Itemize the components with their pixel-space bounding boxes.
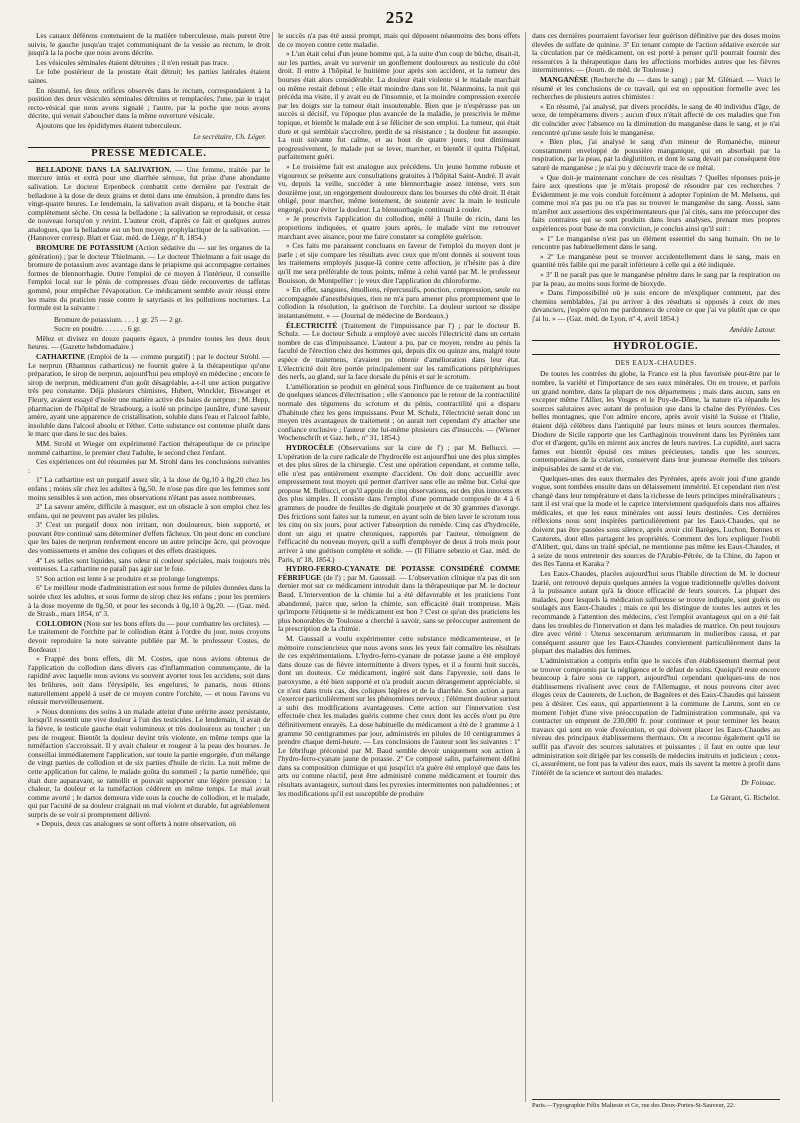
paragraph: De toutes les contrées du globe, la France est la plus favorisée peut-être par le nombre, la variété et l'importance de ses eaux minérales. On en trouve, et parfois un grand nombre, dans la plupart de nos départemens ; mais dans aucun, sans en excepter même l'Allier, les Vosges et le Puy-de-Dôme, la nature n'a répandu les sources salutaires avec autant de profusion que dans la chaîne des Pyrénées. Ces belles montagnes, que l'on admire encore, après avoir visité la Suisse et l'Italie, étaient déjà célèbres dans l'antiquité par leurs mines et leurs sources thermales. Diodore de Sicile rapporte que les Carthaginois trouvèrent dans les Pyrénées tant d'or et d'argent, qu'ils en mirent aux ancres de leurs navires. La cupidité, auri sacra fames eut bientôt épuisé ces mines précieuses, tandis que les sources, contemporaines de la création, conservent dans leur jeunesse éternelle des trésors inépuisables de santé et de vie. — [532, 369, 780, 473]
column-rule — [525, 32, 526, 1102]
paragraph: MM. Strohl et Wieger ont expérimenté l'action thérapeutique de ce principe nommé cathartine, le premier chez l'adulte, le second chez l'enfant. — [28, 438, 270, 457]
paragraph: Les canaux déférens contenaient de la matière tuberculeuse, mais purent être suivis, le gauche jusqu'au trajet communiquant de la vessie au rectum, le droit jusqu'à la la poche que nous avons décrite. — [28, 32, 270, 58]
signature: Amédée Latour. — [729, 324, 776, 334]
paragraph: Ajoutons que les épididymes étaient tuberculeux. — [36, 120, 182, 130]
article-heading: HYDRO-FERRO-CYANATE DE POTASSE CONSIDÉRÉ COMME FÉBRIFUGE — [278, 564, 520, 582]
article-hydro-ferro-cyanate — [278, 565, 520, 634]
paragraph: » 3º Il ne paraît pas que le manganèse pénètre dans le sang par la respiration ou par la peau, au moins sous forme de bioxyde. — [532, 270, 780, 288]
paragraph: Le lobe postérieur de la prostate était détruit; les parties latérales étaient saines. — [28, 67, 270, 85]
article-hydrocele — [278, 444, 520, 564]
column-1 — [28, 32, 270, 1092]
paragraph: Quelques-unes des eaux thermales des Pyrénées, après avoir joui d'une grande vogue, sont tombées ensuite dans un délaissement immérité. Et cependant rien n'est changé dans leur température et dans la richesse de leurs principes minéralisateurs ; tant il est vrai que la mode et le caprice interviennent quelquefois dans nos affaires médicales, et que les eaux minérales ont aussi leurs destinées. Ces dernières réflexions nous sont inspirées particulièrement par les Eaux-Chaudes, qui ne doivent pas être passées sous silence, après avoir cité Barèges, Luchon, Bonnes et Cauterets, dont elles partagent les propriétés. Comment des lors expliquer l'oubli d'Alibert, qui, dans un traité spécial, ne mentionne pas même les Eaux-Chaudes, et à seize de nous entretenir des sources de l'Arabie-Pétrée, de la Chine, du Japon et des îles Tanna et Karaka ? — [532, 473, 780, 569]
paragraph: « En résumé, j'ai analysé, par divers procédés, le sang de 40 individus d'âge, de sexe, de tempéramens divers ; aucun d'eux n'était affecté de ces maladies que l'on dit coïncider avec l'absence ou la diminution du manganèse dans le sang, et je n'ai rencontré qu'une seule fois le manganèse. — [532, 101, 780, 137]
paragraph: Les Eaux-Chaudes, placées aujourd'hui sous l'habile direction de M. le docteur Izarié, ont retrouvé depuis quelques années la vogue traditionnelle qu'elles doivent à la puissance autant qu'à la douce efficacité de leurs sources. La plupart des malades, pour lesquels la médication sulfureuse se trouve indiquée, sont guéris ou soulagés aux Eaux-Chaudes ; mais ce qui les distingue de toutes les autres et les recommande à l'attention des médecins, c'est l'emploi avantageux qui en a été fait dans les troubles de l'innervation et dans les maladies de matrice. On peut toujours dire avec vérité : Uterus sexcentarum ærumnarum in mulieribus causa, et par conséquent assurer que les Eaux-Chaudes conviennent particulièrement dans la plupart des maladies des femmes. — [532, 569, 780, 656]
paragraph: 2º La saveur amère, difficile à masquer, est un obstacle à son emploi chez les enfans, qui ne peuvent pas avaler les pilules. — [28, 502, 270, 520]
paragraph: 6º Le meilleur mode d'administration est sous forme de pilules données dans la soirée chez les adultes, et sous forme de sirop chez les enfans ; pour les premiers à la dose moyenne de 0g,50, et pour les seconds à 0g,10 à 0g,20. — (Gaz. méd. de Strasb., mars 1854, nº 3. — [28, 583, 270, 619]
paragraph: le succès n'a pas été aussi prompt, mais qui déposent néanmoins des bons effets de ce moyen contre cette maladie. — [278, 32, 520, 49]
paragraph: Les vésicules séminales étaient détruites ; il n'en restait pas trace. — [36, 57, 229, 67]
gerant-signature: Le Gérant, G. Richelot. — [710, 792, 780, 802]
paragraph: 3º C'est un purgatif doux non irritant, non douloureux, bien supporté, et pouvant être continué sans déterminer d'effets fâcheux. On peut donc en conclure que les baies de nerprun renferment encore un autre principe âcre, qui provoque des vomissemens et amène des coliques et des effets drastiques. — [28, 520, 270, 556]
paragraph: » Bien plus, j'ai analysé le sang d'un mineur de Romanèche, mineur constamment enveloppé de poussière manganique, qui en absorbait par la respiration, par la peau, par la déglutition, et dont le sang devait par conséquent être saturé de manganèse ; je n'ai pu y découvrir trace de ce métal. — [532, 137, 780, 172]
signature: Dr Foissac. — [741, 778, 776, 788]
paragraph: » L'un était celui d'un jeune homme qui, à la suite d'un coup de bûche, disait-il, sur les parties, avait vu survenir un gonflement douloureux au testicule du côté droit. Il entre à l'hôpital le huitième jour après son accident, et la tumeur des bourses était alors considérable. La douleur était violente si le malade marchait ou même restait debout ; elle était moindre dans son lit. Néanmoins, la nuit qui précéda ma visite, il y avait eu de l'insomnie, et la moindre compression exercée par les doigts sur la tumeur était insoutenable. Bien que je n'espérasse pas un succès si décisif, vu l'époque plus avancée de la maladie, je prescrivis le même topique, et bientôt le malade eut à se féliciter de son emploi. La tumeur, qui était dure et qui semblait s'accroître, perdit de sa résistance ; la douleur fut assoupie. La nuit suivante fut calme, et au bout de quatre jours, tout diminuant progressivement, le malade put se lever, marcher, et bientôt il quitta l'hôpital, parfaitement guéri. — [278, 49, 520, 162]
paragraph: En résumé, les deux orifices observés dans le rectum, correspondaient à la position des deux vésicules séminales détruites et remplacées, l'une, par le trajet recto-vésical que nous avons signalé ; l'autre, par la poche que nous avons décrite, qui venait s'aboucher dans la même ouverture vésicale. — [28, 85, 270, 121]
paragraph: dans ces dernières pourraient favoriser leur guérison définitive par des doses moins élevées de sulfate de quinine. 3º En tenant compte de l'action sédative exercée sur la circulation par ce médicament, on est porté à penser qu'il pourrait fournir des ressources à la thérapeutique dans les affections morbides autres que les fièvres intermittentes. — (Journ. de méd. de Toulouse.) — [532, 32, 780, 75]
column-2 — [278, 32, 520, 1092]
paragraph: » Je prescrivis l'application du collodion, mêlé à l'huile de ricin, dans les proportions indiquées, et quatre jours après, le malade vint me retrouver marchant avec aisance, pour me faire constater sa complète guérison. — [278, 214, 520, 241]
paragraph: L'administration a compris enfin que le succès d'un établissement thermal peut se trouver compromis par la négligence et le défaut de soins. Quoiqu'il reste encore beaucoup à faire sous ce rapport, aujourd'hui cependant quelques-uns de nos établissemens rivalisent avec ceux de l'Allemagne, et nous pouvons citer avec éloges ceux de Cauterets, de Luchon, de Bagnères et des Eaux-Chaudes qui laissent peu à désirer. Ces eaux, qui appartiennent à la commune de Laruns, sont en ce moment l'objet d'une vive préoccupation de l'administration communale, qui va contracter un emprunt de 230,000 fr. pour continuer et pour terminer les beaux travaux qui sont en voie d'exécution, et qui doivent placer les Eaux-Chaudes au niveau des principaux établissemens thermaux. On a reconnu également qu'il ne suffit pas d'avoir des sources salutaires et puissantes ; il faut en outre que leur administration soit dirigée par les conseils de médecins instruits et judicieux ; ceux-ci, assurément, ne font pas la valeur des eaux, mais ils savent la mettre à profit dans l'intérêt de la science et surtout des malades. — [532, 655, 780, 777]
paragraph: » Le troisième fait est analogue aux précédens. Un jeune homme robuste et vigoureux se présente aux consultations gratuites à l'hôpital Saint-André. Il avait vu, depuis la veille, succéder à une blennorrhagie assez intense, vers son douzième jour, un engorgement douloureux dans les bourses du côté droit. Il était obligé, pour marcher, même lentement, de soutenir avec la main le testicule engorgé, pour éviter la douleur. La blennorrhagie continuait à couler. — [278, 161, 520, 214]
paragraph: Mêlez et divisez en douze paquets égaux, à prendre toutes les deux deux heures. — (Gazette hebdomadaire.) — [28, 333, 270, 352]
column-rule — [272, 32, 273, 1102]
formula-line: Bromure de potassium. . . . 1 gr. 25 — 2 gr. — [54, 314, 183, 324]
article-cathartine — [28, 353, 270, 439]
paragraph: » Nous donnions des soins à un malade atteint d'une urétrite assez persistante, lorsqu'il ressentit une vive douleur à l'un des testicules. Le lendemain, il avait de la fièvre, le testicule gauche était volumineux et très douloureux au toucher ; un peu de rougeur. Bientôt la douleur devint très violente, en même temps que la tuméfaction s'accroissait. Il y avait chaleur et rougeur à la peau des bourses. Je conseillai immédiatement l'application, sur toute la partie engorgée, d'un mélange de vingt parties de collodion et de six parties d'huile de ricin. La nuit même de cette application fut calme, le malade goûta du sommeil ; la partie tuméfiée, qui était dure auparavant, se ramollit et pouvait supporter une légère pression : la chaleur, la douleur et la tuméfaction cédèrent en même temps. Le mal avait comme avorté ; le dartos demeura vide sous la couche de collodion, et le malade, qui par l'acuité de sa douleur craignait un mal violent et durable, fut agréablement surpris de se voir si promptement délivré. — [28, 706, 270, 819]
paragraph: » En effet, sangsues, émolliens, répercussifs, ponction, compression, seule ou accompagnée d'anesthésiques, rien ne m'a paru amener plus promptement que le collodion la résolution, la guérison de l'orchite. La douleur surtout se dissipe instantanément. » — (Journal de médecine de Bordeaux.) — [278, 285, 520, 320]
article-heading: HYDROCÈLE — [286, 442, 334, 452]
article-body: (de l') ; par M. Gaussail. — L'observation clinique n'a pas dit son dernier mot sur ce médicament introduit dans la thérapeutique par M. le docteur Baud. L'intervention de la chimie lui a été défavorable et les praticiens l'ont abandonné, parce que, selon la chimie, son efficacité était trompeuse. Mais qu'importe l'étiquette si le médicament est bon ? C'est ce qu'un des praticiens les plus honorables de Toulouse a cherché à savoir, sans se préoccuper autrement de la prescription de la chimie. — [278, 572, 520, 634]
article-heading: BROMURE DE POTASSIUM — [36, 243, 134, 253]
article-collodion — [28, 620, 270, 654]
signature: Le secrétaire, Ch. Léger. — [193, 131, 266, 141]
paragraph: 4º Les selles sont liquides, sans odeur ni couleur spéciales, mais toujours très venteuses. La cathartine ne paraît pas agir sur le foie. — [28, 555, 270, 574]
paragraph: » 2º Le manganèse peut se trouver accidentellement dans le sang, mais en quantité très faible qui me paraît inférieure à celle qui a été indiquée. — [532, 251, 780, 270]
article-body: (Traitement de l'impuissance par l') ; par le docteur B. Schulz. — Le docteur Schulz a employé avec succès l'électricité dans un certain nombre de cas d'impuissance. L'auteur a pu, par ce moyen, rendre au pénis la faculté de l'érection chez des hommes qui, depuis dix ou quinze ans, malgré toute espèce de traitemens, n'avaient pu obtenir d'amélioration dans leur état. L'électricité doit être portée principalement sur les ramifications périphériques des nerfs, au gland, sur la face dorsale du pénis et sur le scrotum. — [278, 320, 520, 382]
section-title-presse: PRESSE MÉDICALE. — [28, 147, 270, 162]
article-manganese — [532, 76, 780, 102]
paragraph: » Depuis, deux cas analogues se sont offerts à notre observation, où — [36, 819, 236, 829]
paragraph: Ces expériences ont été résumées par M. Strohl dans les conclusions suivantes : — [28, 457, 270, 475]
article-heading: COLLODION — [36, 618, 82, 628]
paragraph: » Que doit-je maintenant conclure de ces résultats ? Quelles réponses puis-je faire aux questions que je m'étais proposé de résoudre par ces recherches ? Évidemment je me vois conduit forcément à adopter l'opinion de M. Melsens, qui comme moi n'a pas pu ou n'a pas su trouver le manganèse du sang. Aussi, sans m'arrêter aux assertions des expérimentateurs que j'ai cités, sans me préoccuper des faits contraires qui se sont produits dans leurs analyses, prenant mes propres expériences pour base de ma conviction, je conclus ainsi qu'il suit : — [532, 172, 780, 234]
article-body: — Une femme, traitée par le mercure intùs et extrà pour une diarrhée séreuse, fut prise d'une abondante salivation. Le docteur Erpenbeck combattit cette dernière par l'extrait de belladone à la dose de deux grains et demi dans une émulsion, à prendre dans les vingt-quatre heures. Le lendemain, la salivation avait disparu, et la bouche était complètement sèche. On cessa la belladone ; la salivation se reproduisit, et cessa de nouveau lorsqu'on y revint. L'auteur croit, d'après ce fait et quelques autres analogues, que la belladone est un bon moyen prophylactique de la salivation. — (Hannover corresp. Blatt et Gaz. méd. de Liége, nº 8, 1854.) — [28, 164, 270, 243]
formula — [54, 315, 270, 333]
paragraph: 1º La cathartine est un purgatif assez sûr, à la dose de 0g,10 à 0g,20 chez les enfans ; moins sûr chez les adultes à 0g,50. Je n'ose pas dire que les femmes sont moins sensibles à son action, mes observations n'étant pas assez nombreuses. — [28, 475, 270, 502]
article-body: (Note sur les bons effets du — pour combattre les orchites). — Le traitement de l'orchite par le collodion étant à l'ordre du jour, nous croyons devoir reproduire la note suivante publiée par M. le professeur Costes, de Bordeaux : — [28, 618, 270, 654]
imprint-line: Paris.—Typographie Félix Malteste et Ce, rue des Deux-Portes-St-Sauveur, 22. — [532, 1099, 780, 1109]
subsection-title: DES EAUX-CHAUDES. — [615, 358, 697, 367]
formula-line: Sucre en poudre. . . . . . . 6 gr. — [54, 323, 142, 333]
article-belladone — [28, 166, 270, 243]
article-heading: BELLADONE DANS LA SALIVATION. — [36, 164, 172, 174]
article-bromure — [28, 244, 270, 313]
article-body: (Emploi de la — comme purgatif) ; par le docteur Strohl. — Le nerprun (Rhamnus catharticus) ne fournit guère à la thérapeutique qu'une préparation, le sirop de nerprun, aujourd'hui peu employé en médecine ; encore le sirop de nerprun, médicament d'un goût désagréable, a-t-il une action purgative très peu constante. Déjà plusieurs chimistes, Hubert, Winckler, Biswanger et Fleury, avaient essayé d'isoler une matière active des baies de nerprun ; M. Hepp, pharmacien de l'hôpital de Strasbourg, a isolé un principe jaunâtre, d'une saveur amère, ayant une apparence de cristallisation, soluble dans l'eau et l'alcool faible, insoluble dans l'alcool absolu et l'éther. Cette substance est contenue plutôt dans le marc que dans le suc des baies. — [28, 352, 270, 439]
article-electricite — [278, 322, 520, 382]
paragraph: » 1º Le manganèse n'est pas un élément essentiel du sang humain. On ne le rencontre pas habituellement dans le sang. — [532, 233, 780, 252]
paragraph: M. Gaussail a voulu expérimenter cette substance médicamenteuse, et le mémoire consciencieux que nous avons sous les yeux fait connaître les résultats de ces expérimentations. L'hydro-ferro-cyanate de potasse jaune a été employé dans douze cas de fièvre intermittente à divers types, et il a fourni huit succès, dont un douteux. Ce médicament, ingéré soit dans l'apyrexie, soit dans le paroxysme, a été bien supporté et n'a produit aucun dérangement appréciable, si ce n'est dans trois cas, des coliques légères et de la diarrhée. Son action a paru s'exercer particulièrement sur les phénomènes nerveux ; l'élément douleur surtout a subi des modifications avantageuses. Cette action sur l'innervation s'est effectuée chez les malades guéris comme chez ceux dont les accès n'ont pu être définitivement enrayés. La dose habituelle du médicament a été de 1 gramme à 1 gramme 50 centigrammes par jour, administrés en pilules de 10 centigrammes à prendre chaque demi-heure. — Les conclusions de l'auteur sont les suivantes : 1º Le fébrifuge préconisé par M. Baud semble devoir uniquement son action à l'hydro-ferro-cyanate jaune de potasse. 2º Ce composé salin, parfaitement défini dans sa composition chimique et qui jusqu'ici n'a guère été employé que dans les arts ou comme réactif, peut être administré comme médicament et fournir des résultats avantageux, surtout dans les pyrexies intermittentes non paludéennes ; et les modifications qu'il est susceptible de produire — [278, 633, 520, 798]
column-3 — [532, 32, 780, 1072]
article-heading: CATHARTINE — [36, 352, 86, 361]
paragraph: » Dans l'impossibilité où je suis encore de m'expliquer comment, par des chemins semblables, j'ai pu arriver à des résultats si opposés à ceux de mes devanciers, j'espère qu'on me pardonnera de croire ce que j'ai vu plutôt que ce que j'ai lu. » — (Gaz. méd. de Lyon, nº 4, avril 1854.) — [532, 288, 780, 323]
article-body: (Observations sur la cure de l') ; par M. Bellucci. — L'opération de la cure radicale de l'hydrocèle est aujourd'hui une des plus simples et des plus sûres de la chirurgie. C'est une opération cependant, et comme telle, elle n'est pas entièrement exempte d'accident. On doit donc accueillir avec empressement tout moyen qui permet d'arriver sans elle au même but. Celui que propose M. Bellucci, et qu'il appuie de cinq observations, est des plus innocens et des plus simples. Il consiste dans l'emploi d'une pommade composée de 4 à 6 grammes de poudre de feuilles de digitale pourprée et de 30 grammes d'axonge. Des frictions sont faites sur la tumeur, en ayant soin de bien laver le scrotum tous les cinq ou six jours, pour activer l'absorption du remède. Cinq cas d'hydrocèle, dont un aigu et quatre chroniques, rapportés par l'auteur, témoignent de l'efficacité du nouveau moyen, qu'il a suffi d'employer de deux à trois mois pour arriver à une guérison complète et solide. — (Il Filiatre sebezio et Gaz. méd. de Paris, nº 18, 1854.) — [278, 442, 520, 564]
section-title-hydrologie: HYDROLOGIE. — [532, 340, 780, 355]
article-heading: MANGANÈSE — [540, 74, 589, 84]
paragraph: » Ces faits me paraissent concluans en faveur de l'emploi du moyen dont je parle ; et sije compare les résultats avec ceux que m'ont donnés si souvent tous les traitemens employés jusque-là contre cette affection, je n'hésite pas à dire qu'il me sera préférable de tous points, même à celui vanté par M. le professeur Bouisson, de Montpellier : je veux dire l'application du chloroforme. — [278, 241, 520, 285]
page-number: 252 — [385, 8, 415, 27]
paragraph: « Frappé des bons effets, dit M. Costes, que nous avions obtenus de l'application du collodion dans divers cas d'inflammation commençante, de la rapidité avec laquelle nous avions vu souvent avorter tous les accidens, soit dans les brûlures, soit dans l'érysipèle, les engelures, le panaris, nous étions naturellement appelé à user de ce moyen contre l'orchite, — et nous l'avons vu réussir merveilleusement. — [28, 654, 270, 707]
article-body: (Recherche du — dans le sang) ; par M. Glénard. — Voici le résumé et les conclusions de ce travail, qui est en opposition formelle avec les recherches de plusieurs autres chimistes : — [532, 74, 780, 102]
paragraph: 5º Son action est lente à se produire et se prolonge longtemps. — [36, 573, 220, 583]
paragraph: L'amélioration se produit en général sous l'influence de ce traitement au bout de quelques séances d'électrisation ; elle s'annonce par le retour de la contractilité normale des tégumens du scrotum et du pénis, contractilité qui a disparu d'habitude chez les gens impuissans. Pour M. Schulz, l'électricité serait donc un moyen très avantageux de traitement ; on aurait tort cependant d'y attacher une confiance exclusive ; l'auteur cite lui-même plusieurs cas d'insuccès. — (Wiener Wochenschrift et Gaz. heb., nº 31, 1854.) — [278, 381, 520, 443]
article-body: (Action sédative du — sur les organes de la génération) ; par le docteur Thielmann. — Le docteur Thielmann a fait usage du bromure de potassium avec avantage dans le priapisme qui accompagne certaines formes de blennorrhagie. Outre l'emploi de ce moyen à l'intérieur, il conseille l'emploi local sur le pénis de compresses d'eau tiède recouvertes de taffetas gommé, pour empêcher l'évaporation. Ce médicament semble avoir réussi entre les mains du praticien russe contre le satyriasis et les pollutions nocturnes. La formule est la suivante : — [28, 243, 270, 313]
article-heading: ÉLECTRICITÉ — [286, 320, 338, 330]
